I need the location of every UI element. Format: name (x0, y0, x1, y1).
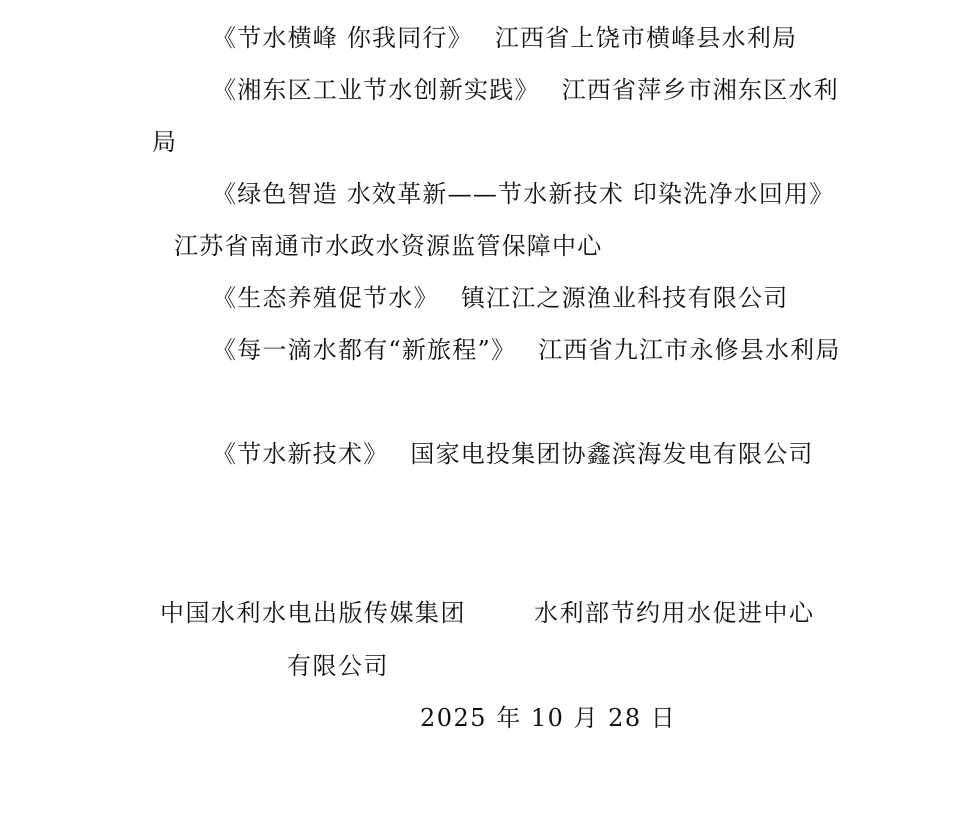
signature-left-line1: 中国水利水电出版传媒集团 (160, 599, 466, 627)
entry-2 (152, 64, 848, 168)
entry-1 (152, 12, 848, 64)
entry-title: 《节水横峰 你我同行》 (212, 24, 473, 52)
entry-org: 国家电投集团协鑫滨海发电有限公司 (410, 440, 814, 468)
entry-5 (152, 324, 848, 376)
entry-org: 江苏省南通市水政水资源监管保障中心 (174, 232, 603, 260)
entry-org: 江西省上饶市横峰县水利局 (494, 24, 798, 52)
entry-title: 《绿色智造 水效革新——节水新技术 印染洗净水回用》 (212, 180, 835, 208)
signature-right: 水利部节约用水促进中心 (534, 599, 815, 627)
entry-title: 《湘东区工业节水创新实践》 (212, 76, 540, 104)
entry-4 (152, 272, 848, 324)
entry-3 (152, 168, 848, 272)
signature-left-line2: 有限公司 (287, 652, 389, 680)
document-date: 2025 年 10 月 28 日 (420, 704, 677, 732)
entry-title: 《节水新技术》 (212, 440, 389, 468)
entry-org: 江西省萍乡市湘东区水利局 (152, 76, 839, 156)
entry-org: 镇江江之源渔业科技有限公司 (460, 284, 789, 312)
entry-title: 《每一滴水都有“新旅程”》 (212, 336, 517, 364)
entry-title: 《生态养殖促节水》 (212, 284, 439, 312)
entry-6 (152, 428, 848, 480)
entry-org: 江西省九江市永修县水利局 (538, 336, 841, 364)
